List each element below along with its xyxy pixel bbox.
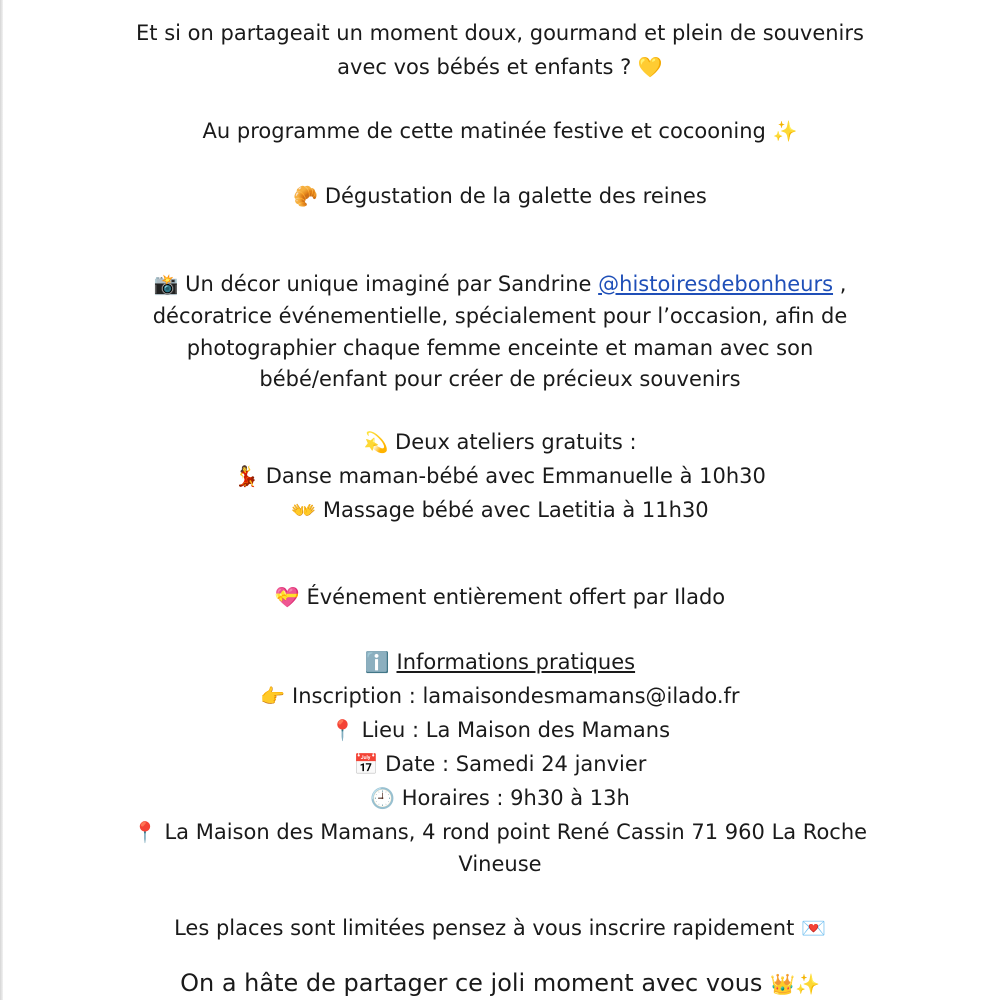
infos-horaires: 🕘 Horaires : 9h30 à 13h [0,783,1000,813]
info-icon: ℹ️ [364,650,390,674]
calendar-icon: 📅 [353,752,379,776]
clock-icon: 🕘 [370,786,396,810]
offert-line: 💝 Événement entièrement offert par Ilado [0,582,1000,612]
atelier-massage: 👐 Massage bébé avec Laetitia à 11h30 [0,495,1000,525]
heart-ribbon-icon: 💝 [274,585,300,609]
ateliers-title: 💫 Deux ateliers gratuits : [0,427,1000,457]
closing-line: On a hâte de partager ce joli moment avec vous 👑✨ [180,969,820,997]
infos-adresse-1: 📍 La Maison des Mamans, 4 rond point René Cassin 71 960 La Roche [0,817,1000,847]
crown-sparkles-icon: 👑✨ [770,972,820,996]
places-line: Les places sont limitées pensez à vous inscrire rapidement 💌 [0,913,1000,943]
camera-icon: 📸 [153,272,179,296]
decor-line-1: 📸 Un décor unique imaginé par Sandrine @histoiresdebonheurs , [0,269,1000,299]
decor-line-2: décoratrice événementielle, spécialement pour l’occasion, afin de [152,304,848,328]
pointing-hand-icon: 👉 [260,684,286,708]
decor-line-3: photographier chaque femme enceinte et maman avec son [186,336,814,360]
sparkles-icon: ✨ [772,119,798,143]
instagram-handle-link[interactable]: @histoiresdebonheurs [598,272,834,296]
decor-line-4: bébé/enfant pour créer de précieux souvenirs [259,367,741,391]
yellow-heart-icon: 💛 [637,55,663,79]
pin-icon: 📍 [132,820,158,844]
atelier-danse: 💃 Danse maman-bébé avec Emmanuelle à 10h30 [0,461,1000,491]
pin-icon: 📍 [329,718,355,742]
programme-line: Au programme de cette matinée festive et cocooning ✨ [0,116,1000,146]
dizzy-icon: 💫 [363,430,389,454]
infos-lieu: 📍 Lieu : La Maison des Mamans [0,715,1000,745]
infos-inscription: 👉 Inscription : lamaisondesmamans@ilado.fr [0,681,1000,711]
infos-adresse-2: Vineuse [458,852,542,876]
croissant-icon: 🥐 [293,184,319,208]
dancer-icon: 💃 [234,464,260,488]
intro-line-1: Et si on partageait un moment doux, gourmand et plein de souvenirs [136,21,864,45]
degustation-line: 🥐 Dégustation de la galette des reines [0,181,1000,211]
love-letter-icon: 💌 [801,916,826,940]
intro-line-2: avec vos bébés et enfants ? 💛 [0,52,1000,82]
infos-date: 📅 Date : Samedi 24 janvier [0,749,1000,779]
infos-title: ℹ️ Informations pratiques [0,647,1000,677]
open-hands-icon: 👐 [291,498,317,522]
